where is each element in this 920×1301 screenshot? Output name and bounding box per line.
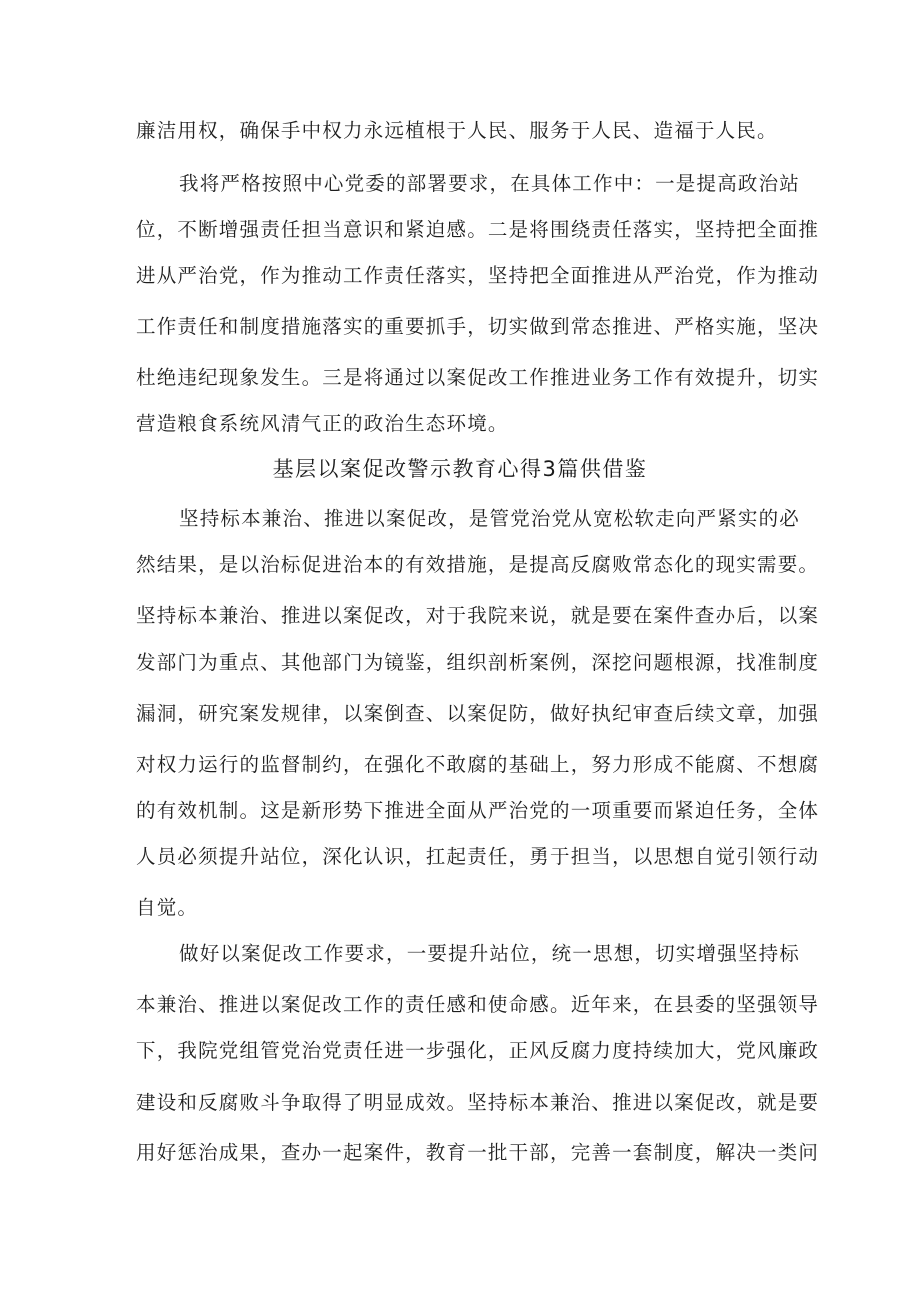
text-line: 人员必须提升站位，深化认识，扛起责任，勇于担当，以思想自觉引领行动	[136, 845, 820, 868]
text-line: 进从严治党，作为推动工作责任落实，坚持把全面推进从严治党，作为推动	[136, 264, 820, 287]
text-line: 对权力运行的监督制约，在强化不敢腐的基础上，努力形成不能腐、不想腐	[136, 753, 820, 776]
text-line: 我将严格按照中心党委的部署要求，在具体工作中：一是提高政治站	[179, 172, 801, 195]
text-line: 位，不断增强责任担当意识和紧迫感。二是将围绕责任落实，坚持把全面推	[136, 218, 820, 241]
text-line: 坚持标本兼治、推进以案促改，是管党治党从宽松软走向严紧实的必	[179, 507, 801, 530]
text-line: 发部门为重点、其他部门为镜鉴，组织剖析案例，深挖问题根源，找准制度	[136, 651, 820, 674]
text-line: 然结果，是以治标促进治本的有效措施，是提高反腐败常态化的现实需要。	[136, 553, 820, 576]
section-title: 基层以案促改警示教育心得3篇供借鉴	[272, 457, 648, 481]
text-line: 漏洞，研究案发规律，以案倒查、以案促防，做好执纪审查后续文章，加强	[136, 702, 820, 725]
text-line: 自觉。	[136, 896, 199, 919]
text-line: 杜绝违纪现象发生。三是将通过以案促改工作推进业务工作有效提升，切实	[136, 366, 820, 389]
text-line: 用好惩治成果，查办一起案件，教育一批干部，完善一套制度，解决一类问	[136, 1141, 820, 1164]
text-line: 建设和反腐败斗争取得了明显成效。坚持标本兼治、推进以案促改，就是要	[136, 1091, 820, 1114]
text-line: 下，我院党组管党治党责任进一步强化，正风反腐力度持续加大，党风廉政	[136, 1039, 820, 1062]
text-line: 营造粮食系统风清气正的政治生态环境。	[136, 412, 509, 435]
text-line: 廉洁用权，确保手中权力永远植根于人民、服务于人民、造福于人民。	[136, 119, 778, 142]
text-line: 坚持标本兼治、推进以案促改，对于我院来说，就是要在案件查办后，以案	[136, 604, 820, 627]
text-line: 做好以案促改工作要求，一要提升站位，统一思想，切实增强坚持标	[179, 942, 801, 965]
text-line: 工作责任和制度措施落实的重要抓手，切实做到常态推进、严格实施，坚决	[136, 315, 820, 338]
text-line: 本兼治、推进以案促改工作的责任感和使命感。近年来，在县委的坚强领导	[136, 993, 820, 1016]
text-line: 的有效机制。这是新形势下推进全面从严治党的一项重要而紧迫任务，全体	[136, 799, 820, 822]
